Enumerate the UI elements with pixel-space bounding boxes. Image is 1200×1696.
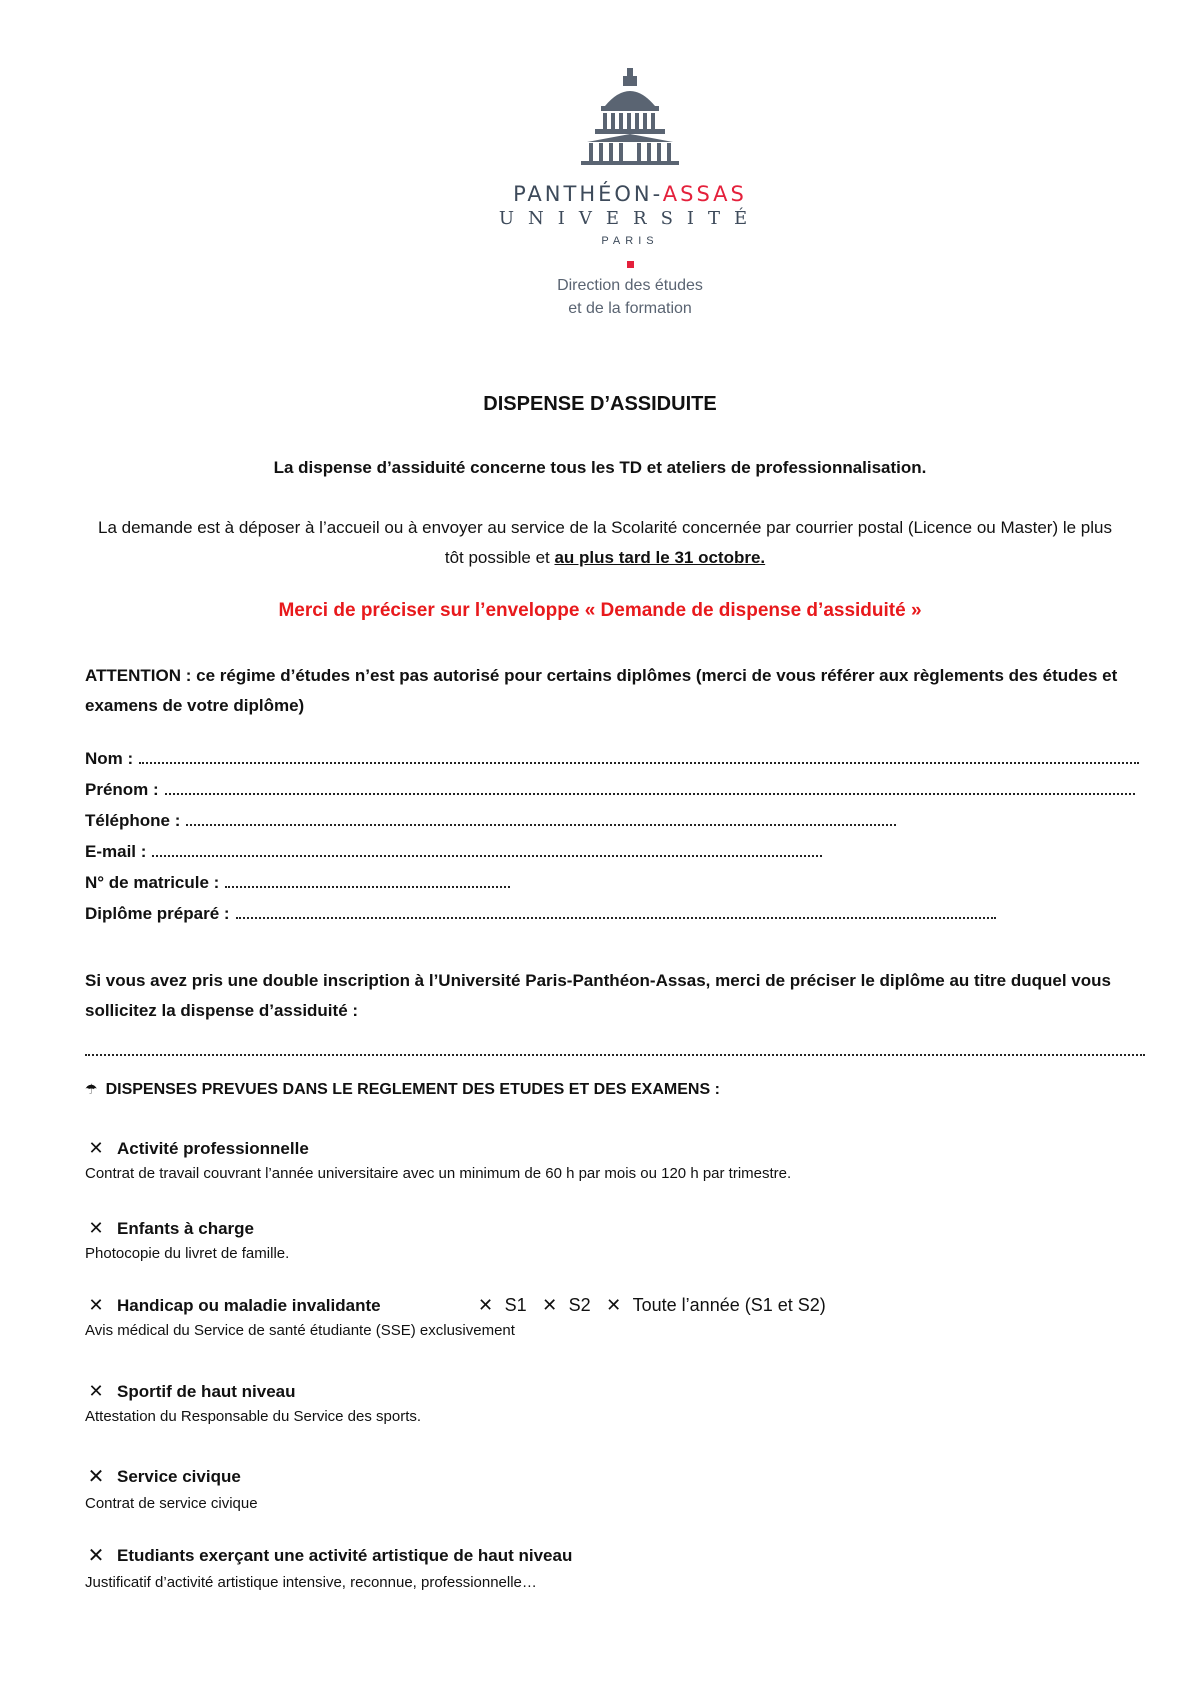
dispense-service-civique: ✕ Service civique Contrat de service civique (85, 1466, 258, 1512)
identity-fields (85, 748, 1145, 934)
page-subtitle: La dispense d’assiduité concerne tous les TD et ateliers de professionnalisation. (273, 458, 927, 477)
dispense-sportif: ✕ Sportif de haut niveau Attestation du Responsable du Service des sports. (85, 1381, 422, 1425)
dispense-activite-artistique: ✕ Etudiants exerçant une activité artistique de haut niveau Justificatif d’activité artistique intensive, reconnue, professionnelle… (85, 1545, 573, 1591)
double-inscription-paragraph: Si vous avez pris une double inscription à l’Université Paris-Panthéon-Assas, merci de préciser le diplôme au titre duquel vous sollicitez la dispense d’assiduité : (85, 971, 1111, 1020)
pantheon-dome-icon (565, 68, 695, 168)
field-nom[interactable]: Nom : (85, 748, 1145, 779)
red-square-mark (627, 261, 634, 268)
field-prenom[interactable]: Prénom : (85, 779, 1145, 810)
university-word: UNIVERSITÉ (498, 208, 762, 229)
checkbox-icon[interactable]: ✕ (87, 1466, 105, 1488)
dispenses-heading: ☂ DISPENSES PREVUES DANS LE REGLEMENT DES ETUDES ET DES EXAMENS : (85, 1081, 720, 1098)
instructions-paragraph: La demande est à déposer à l’accueil ou à envoyer au service de la Scolarité concernée par courrier postal (Licence ou Master) le plus tôt possible et au plus tard le 31 octobre. (98, 518, 1112, 567)
dispense-handicap: ✕ Handicap ou maladie invalidante ✕ S1 ✕ S2 ✕ Toute l’année (S1 et S2) Avis médical du Service de santé étudiante (SSE) exclusivement (85, 1295, 1145, 1339)
checkbox-s1-icon[interactable]: ✕ (478, 1295, 494, 1315)
page-title: DISPENSE D’ASSIDUITE (483, 393, 717, 415)
dispense-enfants-a-charge: ✕ Enfants à charge Photocopie du livret de famille. (85, 1218, 290, 1262)
checkbox-icon[interactable]: ✕ (88, 1295, 104, 1315)
semester-options: ✕ S1 ✕ S2 ✕ Toute l’année (S1 et S2) (471, 1295, 834, 1316)
checkbox-icon[interactable]: ✕ (88, 1381, 104, 1401)
double-inscription-field[interactable] (85, 1052, 1145, 1056)
field-email[interactable]: E-mail : (85, 841, 1145, 872)
attention-paragraph: ATTENTION : ce régime d’études n’est pas autorisé pour certains diplômes (merci de vous référer aux règlements des études et examens de votre diplôme) (85, 666, 1118, 715)
checkbox-year-icon[interactable]: ✕ (606, 1295, 622, 1315)
field-matricule[interactable]: N° de matricule : (85, 872, 1145, 903)
field-diplome[interactable]: Diplôme préparé : (85, 903, 1145, 934)
checkbox-icon[interactable]: ✕ (88, 1138, 104, 1158)
university-city: PARIS (601, 235, 659, 247)
university-logo (480, 68, 780, 320)
checkbox-icon[interactable]: ✕ (88, 1218, 104, 1238)
deadline-text: au plus tard le 31 octobre. (554, 548, 766, 567)
dispense-activite-professionnelle: ✕ Activité professionnelle Contrat de travail couvrant l’année universitaire avec un minimum de 60 h par mois ou 120 h par trimestre. (85, 1138, 792, 1182)
checkbox-icon[interactable]: ✕ (87, 1545, 105, 1567)
field-telephone[interactable]: Téléphone : (85, 810, 1145, 841)
direction-name: Direction des études et de la formation (557, 277, 703, 317)
pointer-icon: ☂ (85, 1081, 98, 1097)
university-name: PANTHÉON-ASSAS (513, 182, 747, 206)
checkbox-s2-icon[interactable]: ✕ (542, 1295, 558, 1315)
envelope-note: Merci de préciser sur l’enveloppe « Demande de dispense d’assiduité » (278, 600, 922, 621)
